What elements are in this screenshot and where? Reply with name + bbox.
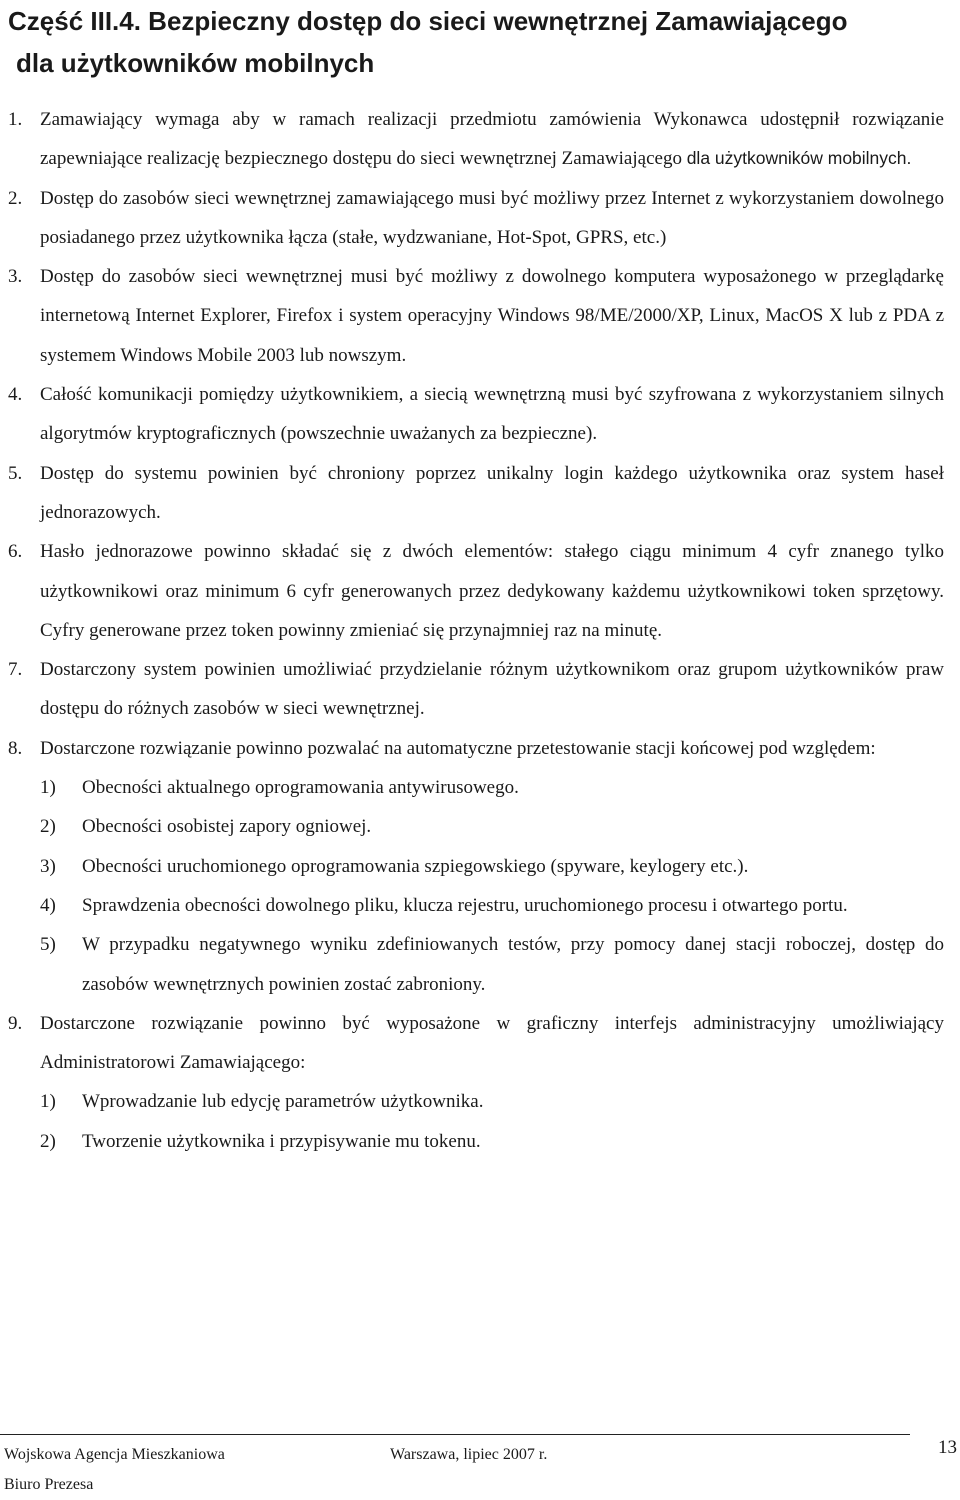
subitem-text: Obecności uruchomionego oprogramowania szpiegowskiego (spyware, keylogery etc.). <box>82 855 749 877</box>
subitem-text: Wprowadzanie lub edycję parametrów użytkownika. <box>82 1091 484 1113</box>
subitem-number: 4) <box>40 894 56 916</box>
item-number: 4. <box>8 384 23 406</box>
item-number: 6. <box>8 541 23 563</box>
footer-org-name: Wojskowa Agencja Mieszkaniowa <box>4 1446 225 1463</box>
footer-organization <box>4 1440 225 1500</box>
item-text: Dostarczone rozwiązanie powinno pozwalać na automatyczne przetestowanie stacji końcowej pod względem: <box>40 737 876 759</box>
subitem-number: 2) <box>40 816 56 838</box>
subitem-text: Obecności osobistej zapory ogniowej. <box>82 816 372 838</box>
requirement-8 <box>8 729 944 768</box>
item-number: 3. <box>8 266 23 288</box>
subitem-8-5 <box>8 925 944 1004</box>
item-number: 2. <box>8 187 23 209</box>
item-number: 5. <box>8 462 23 484</box>
item-text: Dostęp do systemu powinien być chroniony poprzez unikalny login każdego użytkownika oraz system haseł jednorazowych. <box>40 462 944 523</box>
subitem-8-1 <box>8 768 944 807</box>
requirement-6 <box>8 532 944 650</box>
subitem-9-2 <box>8 1122 944 1161</box>
subitem-8-4 <box>8 886 944 925</box>
requirement-4 <box>8 375 944 454</box>
requirement-7 <box>8 650 944 729</box>
item-number: 8. <box>8 737 23 759</box>
heading-line-1: Część III.4. Bezpieczny dostęp do sieci wewnętrznej Zamawiającego <box>8 6 848 36</box>
subitem-text: Sprawdzenia obecności dowolnego pliku, klucza rejestru, uruchomionego procesu i otwartego portu. <box>82 894 848 916</box>
requirement-5 <box>8 454 944 533</box>
document-heading <box>8 0 958 84</box>
subitem-8-2 <box>8 807 944 846</box>
requirement-3 <box>8 257 944 375</box>
subitem-9-1 <box>8 1082 944 1121</box>
item-text: Dostęp do zasobów sieci wewnętrznej musi być możliwy z dowolnego komputera wyposażonego w przeglądarkę internetową Internet Explorer, Firefox i system operacyjny Windows 98/ME/2000/XP, Linux, MacOS X lub z PDA z systemem Windows Mobile 2003 lub nowszym. <box>40 266 944 366</box>
item-text-continuation: dla użytkowników mobilnych. <box>686 148 912 169</box>
item-text: Całość komunikacji pomiędzy użytkownikiem, a siecią wewnętrzną musi być szyfrowana z wykorzystaniem silnych algorytmów kryptograficznych (powszechnie uważanych za bezpieczne). <box>40 384 944 445</box>
item-text: Dostęp do zasobów sieci wewnętrznej zamawiającego musi być możliwy przez Internet z wykorzystaniem dowolnego posiadanego przez użytkownika łącza (stałe, wydzwaniane, Hot-Spot, GPRS, etc.) <box>40 187 944 248</box>
requirement-2 <box>8 179 944 258</box>
subitem-text: Tworzenie użytkownika i przypisywanie mu tokenu. <box>82 1130 481 1152</box>
subitem-number: 1) <box>40 1091 56 1113</box>
page-number: 13 <box>938 1437 957 1458</box>
item-number: 9. <box>8 1012 23 1034</box>
requirements-list <box>8 100 944 1161</box>
requirement-1 <box>8 100 944 179</box>
subitem-text: W przypadku negatywnego wyniku zdefiniowanych testów, przy pomocy danej stacji roboczej, dostęp do zasobów wewnętrznych powinien zostać zabroniony. <box>82 934 944 995</box>
item-text: Dostarczony system powinien umożliwiać przydzielanie różnym użytkownikom oraz grupom użytkowników praw dostępu do różnych zasobów w sieci wewnętrznej. <box>40 659 944 720</box>
item-number: 1. <box>8 109 23 130</box>
subitem-8-3 <box>8 847 944 886</box>
subitem-text: Obecności aktualnego oprogramowania antywirusowego. <box>82 777 519 799</box>
subitem-number: 3) <box>40 855 56 877</box>
subitem-number: 1) <box>40 777 56 799</box>
subitem-number: 5) <box>40 934 56 956</box>
item-text: Hasło jednorazowe powinno składać się z dwóch elementów: stałego ciągu minimum 4 cyfr znanego tylko użytkownikowi oraz minimum 6 cyfr generowanych przez dedykowany każdemu użytkownikowi token sprzętowy. Cyfry generowane przez token powinny zmieniać się przynajmniej raz na minutę. <box>40 541 944 641</box>
subitem-number: 2) <box>40 1130 56 1152</box>
footer-date: Warszawa, lipiec 2007 r. <box>390 1446 548 1463</box>
heading-line-2: dla użytkowników mobilnych <box>16 48 375 78</box>
item-text: Dostarczone rozwiązanie powinno być wyposażone w graficzny interfejs administracyjny umożliwiający Administratorowi Zamawiającego: <box>40 1012 944 1074</box>
requirement-9 <box>8 1004 944 1083</box>
footer-divider <box>0 1434 910 1435</box>
item-text: Zamawiający wymaga aby w ramach realizacji przedmiotu zamówienia Wykonawca udostępnił rozwiązanie zapewniające realizację bezpiecznego dostępu do sieci wewnętrznej Zamawiającego <box>40 109 944 170</box>
footer-department: Biuro Prezesa <box>4 1476 94 1493</box>
item-number: 7. <box>8 659 23 681</box>
